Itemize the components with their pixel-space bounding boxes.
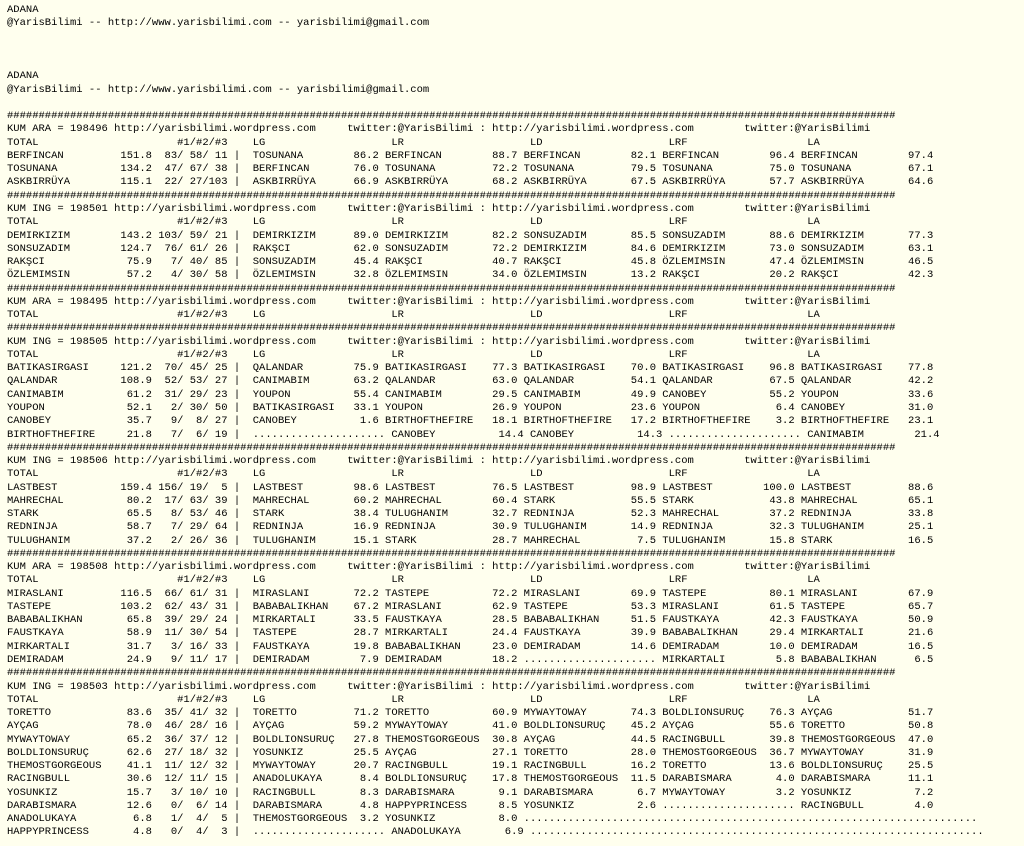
table-row: ÖZLEMIMSIN 57.2 4/ 30/ 58 | ÖZLEMIMSIN 32.8 ÖZLEMIMSIN 34.0 ÖZLEMIMSIN 13.2 RAKŞCI 20.2 RAKŞCI 42.3 [7,269,934,282]
table-row: BIRTHOFTHEFIRE 21.8 7/ 6/ 19 | ..................... CANOBEY 14.4 CANOBEY 14.3 ..................... CANIMABIM 21.4 [7,428,940,441]
table-row: RACINGBULL 30.6 12/ 11/ 15 | ANADOLUKAYA 8.4 BOLDLIONSURUÇ 17.8 THEMOSTGORGEOUS 11.5 DARABISMARA 4.0 DARABISMARA 11.1 [7,773,934,786]
page-title: ADANA [7,4,39,16]
column-header: TOTAL #1/#2/#3 LG LR LD LRF LA [7,693,820,706]
contact-line: @YarisBilimi -- http://www.yarisbilimi.com -- yarisbilimi@gmail.com [7,17,430,30]
page-title: ADANA [7,70,39,83]
table-row: MIRKARTALI 31.7 3/ 16/ 33 | FAUSTKAYA 19.8 BABABALIKHAN 23.0 DEMIRADAM 14.6 DEMIRADAM 10.0 DEMIRADAM 16.5 [7,640,934,653]
text-line [7,57,1024,70]
separator-line: ############################################################################################################################################# [7,110,896,123]
race-header: KUM ARA = 198495 http://yarisbilimi.wordpress.com twitter:@YarisBilimi : http://yarisbilimi.wordpress.com twitter:@YarisBilimi [7,295,871,308]
text-line [7,97,1024,110]
table-row: YOUPON 52.1 2/ 30/ 50 | BATIKASIRGASI 33.1 YOUPON 26.9 YOUPON 23.6 YOUPON 6.4 CANOBEY 31.0 [7,401,934,414]
column-header: TOTAL #1/#2/#3 LG LR LD LRF LA [7,468,820,481]
table-row: TOSUNANA 134.2 47/ 67/ 38 | BERFINCAN 76.0 TOSUNANA 72.2 TOSUNANA 79.5 TOSUNANA 75.0 TOSUNANA 67.1 [7,163,934,176]
column-header: TOTAL #1/#2/#3 LG LR LD LRF LA [7,309,820,322]
table-row: DARABISMARA 12.6 0/ 6/ 14 | DARABISMARA 4.8 HAPPYPRINCESS 8.5 YOSUNKIZ 2.6 ..................... RACINGBULL 4.0 [7,799,934,812]
contact-line: @YarisBilimi -- http://www.yarisbilimi.com -- yarisbilimi@gmail.com [7,83,430,96]
table-row: HAPPYPRINCESS 4.8 0/ 4/ 3 | ..................... ANADOLUKAYA 6.9 ........................................................................ [7,826,984,839]
table-row: DEMIRKIZIM 143.2 103/ 59/ 21 | DEMIRKIZIM 89.0 DEMIRKIZIM 82.2 SONSUZADIM 85.5 SONSUZADIM 88.6 DEMIRKIZIM 77.3 [7,229,934,242]
race-header: KUM ARA = 198508 http://yarisbilimi.wordpress.com twitter:@YarisBilimi : http://yarisbilimi.wordpress.com twitter:@YarisBilimi [7,561,871,574]
separator-line: ############################################################################################################################################# [7,282,896,295]
text-line [7,31,1024,44]
table-row: TORETTO 83.6 35/ 41/ 32 | TORETTO 71.2 TORETTO 60.9 MYWAYTOWAY 74.3 BOLDLIONSURUÇ 76.3 AYÇAG 51.7 [7,707,934,720]
race-header: KUM ING = 198501 http://yarisbilimi.wordpress.com twitter:@YarisBilimi : http://yarisbilimi.wordpress.com twitter:@YarisBilimi [7,202,871,215]
race-header: KUM ING = 198505 http://yarisbilimi.wordpress.com twitter:@YarisBilimi : http://yarisbilimi.wordpress.com twitter:@YarisBilimi [7,335,871,348]
column-header: TOTAL #1/#2/#3 LG LR LD LRF LA [7,216,820,229]
separator-line: ############################################################################################################################################# [7,322,896,335]
column-header: TOTAL #1/#2/#3 LG LR LD LRF LA [7,348,820,361]
table-row: MAHRECHAL 80.2 17/ 63/ 39 | MAHRECHAL 60.2 MAHRECHAL 60.4 STARK 55.5 STARK 43.8 MAHRECHAL 65.1 [7,494,934,507]
column-header: TOTAL #1/#2/#3 LG LR LD LRF LA [7,574,820,587]
table-row: ANADOLUKAYA 6.8 1/ 4/ 5 | THEMOSTGORGEOUS 3.2 YOSUNKIZ 8.0 ........................................................................ [7,813,978,826]
table-row: QALANDAR 108.9 52/ 53/ 27 | CANIMABIM 63.2 QALANDAR 63.0 QALANDAR 54.1 QALANDAR 67.5 QALANDAR 42.2 [7,375,934,388]
separator-line: ############################################################################################################################################# [7,667,896,680]
separator-line: ############################################################################################################################################# [7,547,896,560]
table-row: STARK 65.5 8/ 53/ 46 | STARK 38.4 TULUGHANIM 32.7 REDNINJA 52.3 MAHRECHAL 37.2 REDNINJA 33.8 [7,508,934,521]
column-header: TOTAL #1/#2/#3 LG LR LD LRF LA [7,136,820,149]
table-row: RAKŞCI 75.9 7/ 40/ 85 | SONSUZADIM 45.4 RAKŞCI 40.7 RAKŞCI 45.8 ÖZLEMIMSIN 47.4 ÖZLEMIMSIN 46.5 [7,256,934,269]
table-row: MYWAYTOWAY 65.2 36/ 37/ 12 | BOLDLIONSURUÇ 27.8 THEMOSTGORGEOUS 30.8 AYÇAG 44.5 RACINGBULL 39.8 THEMOSTGORGEOUS 47.0 [7,733,934,746]
table-row: AYÇAG 78.0 46/ 28/ 16 | AYÇAG 59.2 MYWAYTOWAY 41.0 BOLDLIONSURUÇ 45.2 AYÇAG 55.6 TORETTO 50.8 [7,720,934,733]
table-row: BERFINCAN 151.8 83/ 58/ 11 | TOSUNANA 86.2 BERFINCAN 88.7 BERFINCAN 82.1 BERFINCAN 96.4 BERFINCAN 97.4 [7,149,934,162]
race-header: KUM ING = 198506 http://yarisbilimi.wordpress.com twitter:@YarisBilimi : http://yarisbilimi.wordpress.com twitter:@YarisBilimi [7,455,871,468]
table-row: BOLDLIONSURUÇ 62.6 27/ 18/ 32 | YOSUNKIZ 25.5 AYÇAG 27.1 TORETTO 28.0 THEMOSTGORGEOUS 36.7 MYWAYTOWAY 31.9 [7,746,934,759]
table-row: CANOBEY 35.7 9/ 8/ 27 | CANOBEY 1.6 BIRTHOFTHEFIRE 18.1 BIRTHOFTHEFIRE 17.2 BIRTHOFTHEFIRE 3.2 BIRTHOFTHEFIRE 23.1 [7,415,934,428]
separator-line: ############################################################################################################################################# [7,189,896,202]
table-row: MIRASLANI 116.5 66/ 61/ 31 | MIRASLANI 72.2 TASTEPE 72.2 MIRASLANI 69.9 TASTEPE 80.1 MIRASLANI 67.9 [7,587,934,600]
table-row: TULUGHANIM 37.2 2/ 26/ 36 | TULUGHANIM 15.1 STARK 28.7 MAHRECHAL 7.5 TULUGHANIM 15.8 STARK 16.5 [7,534,934,547]
table-row: BATIKASIRGASI 121.2 70/ 45/ 25 | QALANDAR 75.9 BATIKASIRGASI 77.3 BATIKASIRGASI 70.0 BATIKASIRGASI 96.8 BATIKASIRGASI 77.8 [7,362,934,375]
table-row: DEMIRADAM 24.9 9/ 11/ 17 | DEMIRADAM 7.9 DEMIRADAM 18.2 ..................... MIRKARTALI 5.8 BABABALIKHAN 6.5 [7,654,934,667]
table-row: FAUSTKAYA 58.9 11/ 30/ 54 | TASTEPE 28.7 MIRKARTALI 24.4 FAUSTKAYA 39.9 BABABALIKHAN 29.4 MIRKARTALI 21.6 [7,627,934,640]
separator-line: ############################################################################################################################################# [7,441,896,454]
text-line [7,44,1024,57]
race-header: KUM ARA = 198496 http://yarisbilimi.wordpress.com twitter:@YarisBilimi : http://yarisbilimi.wordpress.com twitter:@YarisBilimi [7,123,871,136]
table-row: REDNINJA 58.7 7/ 29/ 64 | REDNINJA 16.9 REDNINJA 30.9 TULUGHANIM 14.9 REDNINJA 32.3 TULUGHANIM 25.1 [7,521,934,534]
table-row: THEMOSTGORGEOUS 41.1 11/ 12/ 32 | MYWAYTOWAY 20.7 RACINGBULL 19.1 RACINGBULL 16.2 TORETTO 13.6 BOLDLIONSURUÇ 25.5 [7,760,934,773]
table-row: SONSUZADIM 124.7 76/ 61/ 26 | RAKŞCI 62.0 SONSUZADIM 72.2 DEMIRKIZIM 84.6 DEMIRKIZIM 73.0 SONSUZADIM 63.1 [7,242,934,255]
table-row: ASKBIRRÜYA 115.1 22/ 27/103 | ASKBIRRÜYA 66.9 ASKBIRRÜYA 68.2 ASKBIRRÜYA 67.5 ASKBIRRÜYA 57.7 ASKBIRRÜYA 64.6 [7,176,934,189]
table-row: YOSUNKIZ 15.7 3/ 10/ 10 | RACINGBULL 8.3 DARABISMARA 9.1 DARABISMARA 6.7 MYWAYTOWAY 3.2 YOSUNKIZ 7.2 [7,786,934,799]
table-row: CANIMABIM 61.2 31/ 29/ 23 | YOUPON 55.4 CANIMABIM 29.5 CANIMABIM 49.9 CANOBEY 55.2 YOUPON 33.6 [7,388,934,401]
table-row: TASTEPE 103.2 62/ 43/ 31 | BABABALIKHAN 67.2 MIRASLANI 62.9 TASTEPE 53.3 MIRASLANI 61.5 TASTEPE 65.7 [7,600,934,613]
table-row: LASTBEST 159.4 156/ 19/ 5 | LASTBEST 98.6 LASTBEST 76.5 LASTBEST 98.9 LASTBEST 100.0 LASTBEST 88.6 [7,481,934,494]
race-header: KUM ING = 198503 http://yarisbilimi.wordpress.com twitter:@YarisBilimi : http://yarisbilimi.wordpress.com twitter:@YarisBilimi [7,680,871,693]
table-row: BABABALIKHAN 65.8 39/ 29/ 24 | MIRKARTALI 33.5 FAUSTKAYA 28.5 BABABALIKHAN 51.5 FAUSTKAYA 42.3 FAUSTKAYA 50.9 [7,614,934,627]
